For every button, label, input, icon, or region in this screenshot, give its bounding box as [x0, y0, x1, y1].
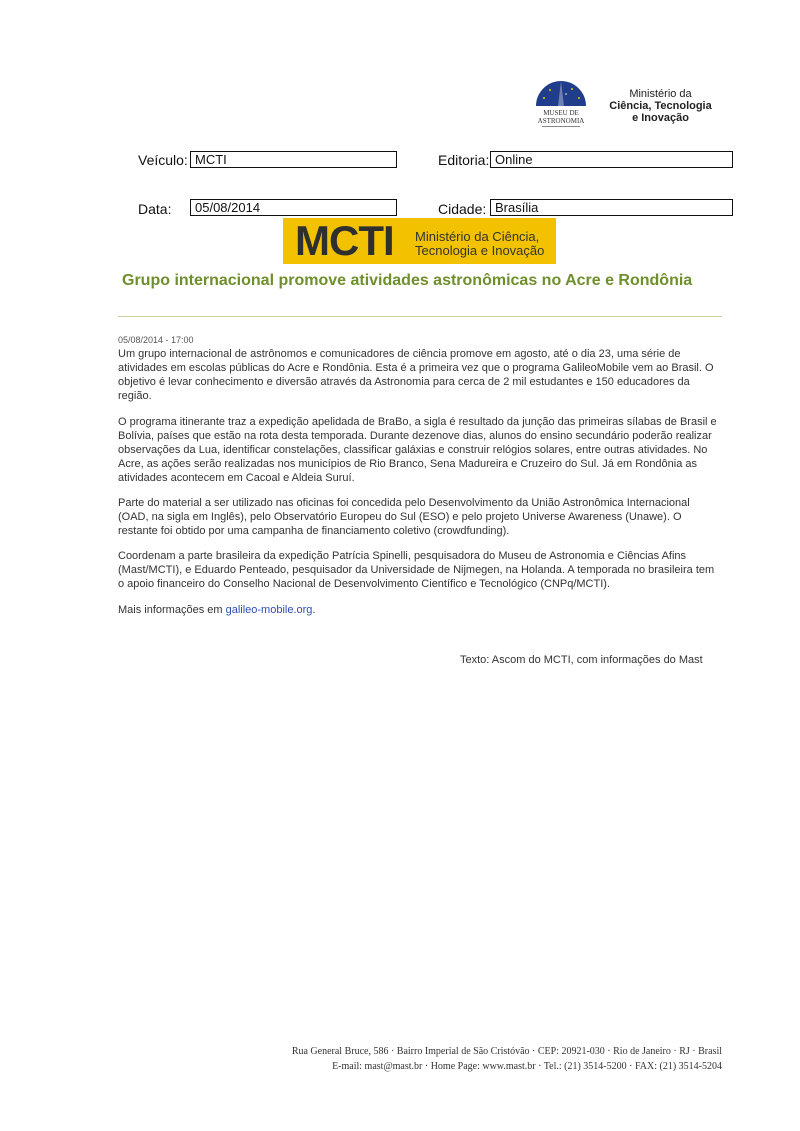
ministry-heading: [598, 88, 723, 124]
footer-contact: E-mail: mast@mast.br · Home Page: www.mast.br · Tel.: (21) 3514-5200 · FAX: (21) 3514-5204: [332, 1061, 722, 1072]
article-paragraph-3: Parte do material a ser utilizado nas oficinas foi concedida pelo Desenvolvimento da União Astronômica Internacional (OAD, na sigla em Inglês), pelo Observatório Europeu do Sul (ESO) e pelo projeto Universe Awareness (Unawe). O restante foi obtido por uma campanha de financiamento coletivo (crowdfunding).: [118, 497, 690, 537]
mcti-subtitle-line2: Tecnologia e Inovação: [415, 243, 545, 258]
mcti-banner: [283, 218, 556, 264]
veiculo-label: Veículo:: [138, 152, 188, 168]
headline-divider: [118, 316, 722, 317]
more-info-line: [118, 603, 718, 617]
more-info-prefix: Mais informações em: [118, 604, 226, 616]
article-paragraph-2: O programa itinerante traz a expedição apelidada de BraBo, a sigla é resultado da junção das primeiras sílabas de Brasil e Bolívia, países que estão na rota desta temporada. Durante dezenove dias, alunos do ensino secundário poderão realizar observações da Lua, identificar constelações, classificar galáxias e construir relógios solares, entre outras atividades. No Acre, as ações serão realizadas nos municípios de Rio Branco, Sena Madureira e Cruzeiro do Sul. Já em Rondônia as atividades acontecem em Cacoal e Aldeia Suruí.: [118, 416, 717, 484]
ministry-line-1: Ministério da: [629, 88, 692, 100]
cidade-field: Brasília: [490, 199, 733, 216]
ministry-line-3: e Inovação: [632, 112, 689, 124]
editoria-label: Editoria:: [438, 152, 490, 168]
mast-logo-line1: MUSEU DE: [543, 109, 579, 117]
mast-logo-line2: ASTRONOMIA: [537, 117, 585, 125]
ministry-line-2: Ciência, Tecnologia: [609, 100, 712, 112]
mcti-subtitle: [415, 230, 544, 258]
footer-address: Rua General Bruce, 586 · Bairro Imperial de São Cristóvão · CEP: 20921-030 · Rio de Janeiro · RJ · Brasil: [291, 1046, 722, 1057]
data-label: Data:: [138, 201, 172, 217]
mast-logo: [530, 72, 592, 132]
more-info-suffix: .: [312, 604, 316, 616]
article-paragraph-4: Coordenam a parte brasileira da expedição Patrícia Spinelli, pesquisadora do Museu de Astronomia e Ciências Afins (Mast/MCTI), e Eduardo Penteado, pesquisador da Universidade de Nijmegen, na Holanda. A temporada no brasileira tem o apoio financeiro do Conselho Nacional de Desenvolvimento Científico e Tecnológico (CNPq/MCTI).: [118, 550, 715, 590]
article-date: 05/08/2014 - 17:00: [118, 335, 194, 345]
observatory-dome-icon: [530, 72, 592, 132]
mcti-acronym: MCTI: [295, 217, 394, 264]
article-credit: Texto: Ascom do MCTI, com informações do Mast: [460, 654, 703, 666]
more-info-link[interactable]: galileo-mobile.org: [225, 604, 313, 616]
editoria-field: Online: [490, 151, 733, 168]
veiculo-field: MCTI: [190, 151, 397, 168]
article-paragraph-1: Um grupo internacional de astrônomos e comunicadores de ciência promove em agosto, até o dia 23, uma série de atividades em escolas públicas do Acre e Rondônia. Esta é a primeira vez que o programa GalileoMobile vem ao Brasil. O objetivo é levar conhecimento e diversão através da Astronomia para cerca de 2 mil estudantes e 150 educadores da região.: [118, 348, 714, 402]
cidade-label: Cidade:: [438, 201, 487, 217]
data-field: 05/08/2014: [190, 199, 397, 216]
mcti-subtitle-line1: Ministério da Ciência,: [415, 229, 540, 244]
article-headline: Grupo internacional promove atividades astronômicas no Acre e Rondônia: [122, 272, 693, 289]
